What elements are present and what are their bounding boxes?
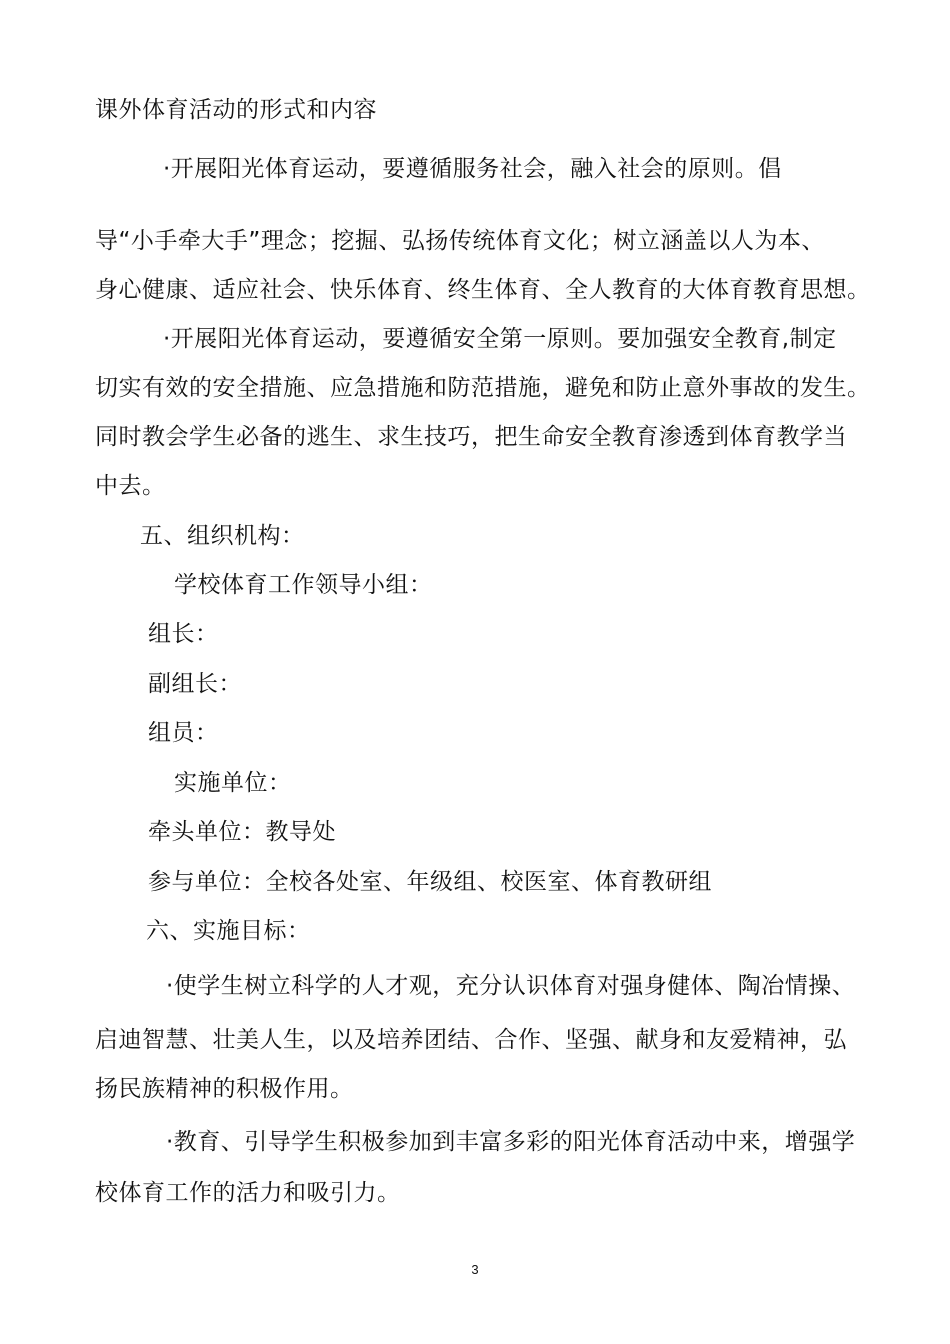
text-line-13: 组员： <box>148 720 219 746</box>
text-line-12: 副组长： <box>148 671 242 697</box>
text-line-4: 身心健康、适应社会、快乐体育、终生体育、全人教育的大体育教育思想。 <box>95 277 871 303</box>
text-line-14: 实施单位： <box>174 770 292 796</box>
text-line-5: ·开展阳光体育运动，要遵循安全第一原则。要加强安全教育,制定 <box>163 326 837 352</box>
text-line-15: 牵头单位：教导处 <box>148 819 336 845</box>
page-number: 3 <box>471 1262 479 1277</box>
text-line-22: 校体育工作的活力和吸引力。 <box>95 1180 401 1206</box>
section-heading-6: 六、实施目标： <box>146 918 311 944</box>
text-line-1: 课外体育活动的形式和内容 <box>95 97 377 123</box>
text-line-8: 中去。 <box>95 473 166 499</box>
text-line-19: 启迪智慧、壮美人生，以及培养团结、合作、坚强、献身和友爱精神，弘 <box>95 1027 847 1053</box>
text-line-20: 扬民族精神的积极作用。 <box>95 1076 354 1102</box>
text-line-7: 同时教会学生必备的逃生、求生技巧，把生命安全教育渗透到体育教学当 <box>95 424 847 450</box>
text-line-11: 组长： <box>148 621 219 647</box>
text-line-2: ·开展阳光体育运动，要遵循服务社会，融入社会的原则。倡 <box>163 156 782 182</box>
text-line-3: 导“小手牵大手”理念；挖掘、弘扬传统体育文化；树立涵盖以人为本、 <box>95 228 825 254</box>
text-line-21: ·教育、引导学生积极参加到丰富多彩的阳光体育活动中来，增强学 <box>166 1129 856 1155</box>
text-line-18: ·使学生树立科学的人才观，充分认识体育对强身健体、陶冶情操、 <box>166 973 856 999</box>
text-line-6: 切实有效的安全措施、应急措施和防范措施，避免和防止意外事故的发生。 <box>95 375 871 401</box>
section-heading-5: 五、组织机构： <box>140 523 305 549</box>
text-line-16: 参与单位：全校各处室、年级组、校医室、体育教研组 <box>148 869 712 895</box>
text-line-10: 学校体育工作领导小组： <box>174 572 433 598</box>
